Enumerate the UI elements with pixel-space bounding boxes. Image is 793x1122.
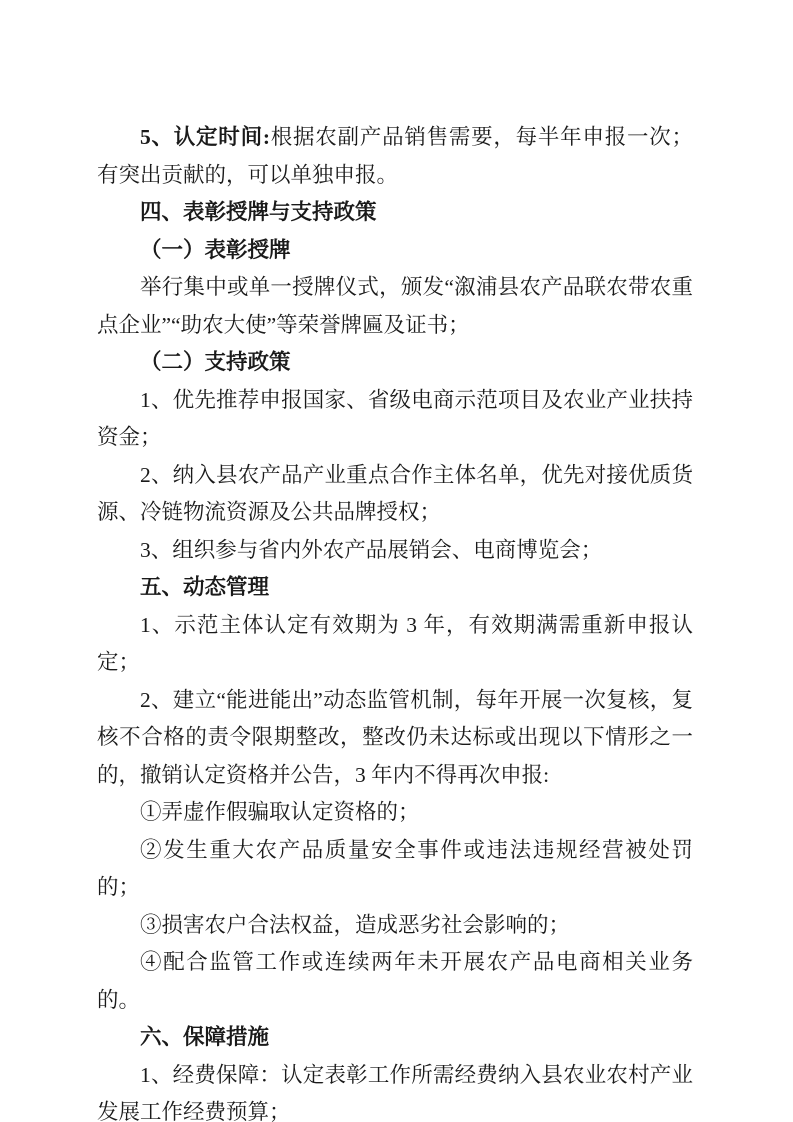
paragraph [97,457,693,532]
text-run: 1、经费保障：认定表彰工作所需经费纳入县农业农村产业发展工作经费预算； [97,1062,693,1122]
paragraph [97,607,693,682]
text-run: 1、优先推荐申报国家、省级电商示范项目及农业产业扶持资金； [97,387,693,449]
paragraph [97,832,693,907]
text-run: （二）支持政策 [140,350,291,374]
sub-heading [97,344,693,382]
paragraph [97,382,693,457]
paragraph [97,944,693,1019]
paragraph [97,269,693,344]
paragraph [97,682,693,795]
text-run: 3、组织参与省内外农产品展销会、电商博览会； [140,537,603,562]
section-heading [97,569,693,607]
text-run: 2、建立“能进能出”动态监管机制，每年开展一次复核，复核不合格的责令限期整改，整改仍未达标或出现以下情形之一的，撤销认定资格并公告，3 年内不得再次申报: [97,687,693,787]
text-run: 四、表彰授牌与支持政策 [140,200,377,224]
text-run: 2、纳入县农产品产业重点合作主体名单，优先对接优质货源、冷链物流资源及公共品牌授权； [97,462,693,524]
text-run: ②发生重大农产品质量安全事件或违法违规经营被处罚的； [97,837,693,899]
text-run: 1、示范主体认定有效期为 3 年，有效期满需重新申报认定； [97,612,693,674]
paragraph [97,532,693,570]
paragraph [97,119,693,194]
text-run: 五、动态管理 [140,575,270,599]
text-run: 根据农副产品销售需要，每半年申报一次；有突出贡献的，可以单独申报。 [97,125,693,187]
text-run: ④配合监管工作或连续两年未开展农产品电商相关业务的。 [97,950,693,1012]
section-heading [97,194,693,232]
text-run: 5、认定时间: [140,125,270,149]
paragraph [97,907,693,945]
text-run: ③损害农户合法权益，造成恶劣社会影响的； [140,912,571,937]
document-content [97,119,693,1122]
sub-heading [97,232,693,270]
text-run: ①弄虚作假骗取认定资格的； [140,800,420,824]
paragraph [97,794,693,832]
paragraph [97,1057,693,1122]
text-run: 六、保障措施 [140,1025,270,1049]
text-run: 举行集中或单一授牌仪式，颁发“溆浦县农产品联农带农重点企业”“助农大使”等荣誉牌匾及证书； [97,275,693,337]
text-run: （一）表彰授牌 [140,237,291,262]
section-heading [97,1019,693,1057]
